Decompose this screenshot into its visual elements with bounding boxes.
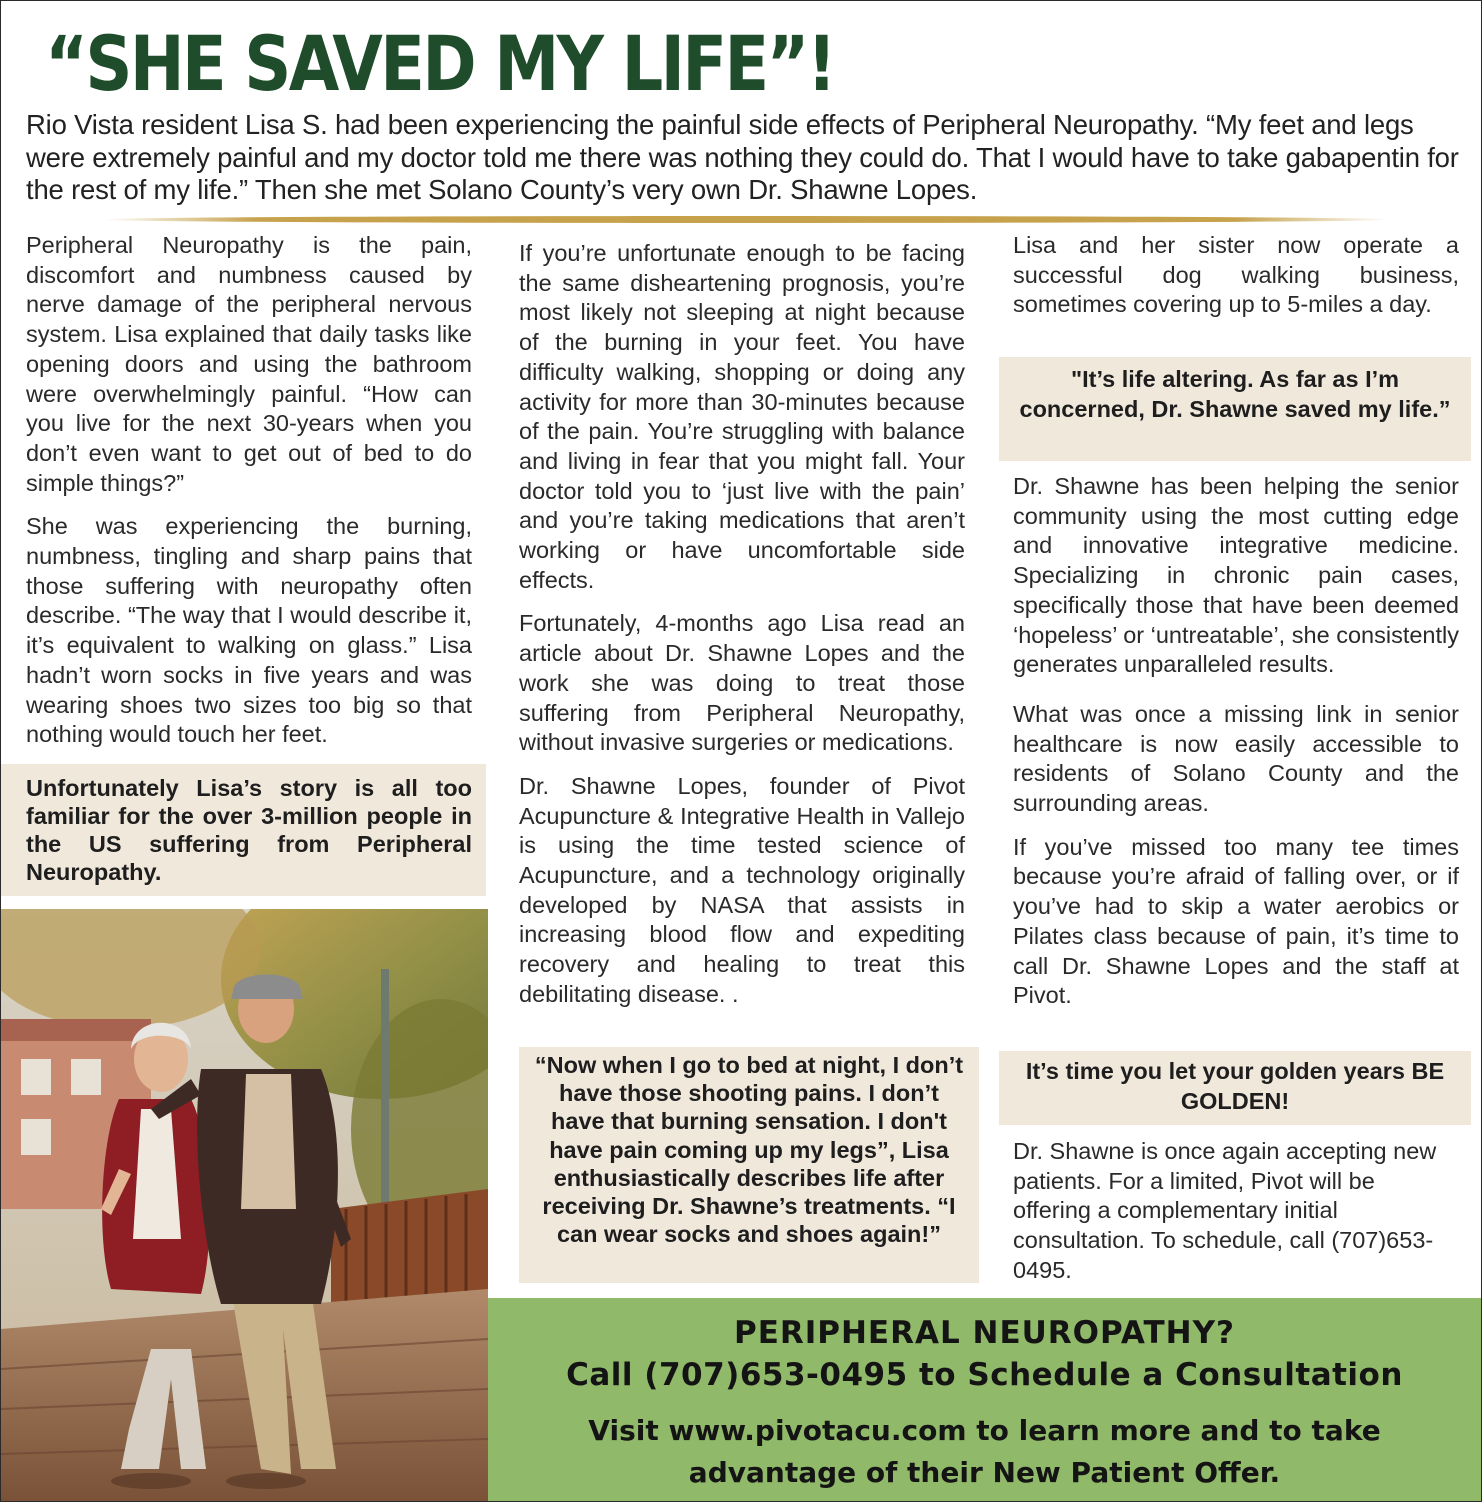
- column-3-bottom: [1013, 1137, 1459, 1300]
- intro-paragraph: Rio Vista resident Lisa S. had been experiencing the painful side effects of Peripheral Neuropathy. “My feet and legs were extremely painful and my doctor told me there was nothing they could do. That I would have to take gabapentin for the rest of my life.” Then she met Solano County’s very own Dr. Shawne Lopes.: [26, 109, 1459, 205]
- col3-paragraph-5: Dr. Shawne is once again accepting new patients. For a limited, Pivot will be offering a complementary initial consultation. To schedule, call (707)653-0495.: [1013, 1138, 1437, 1283]
- cta-website-line[interactable]: Visit www.pivotacu.com to learn more and to take: [588, 1414, 1381, 1447]
- col2-paragraph-1: If you’re unfortunate enough to be facing the same disheartening prognosis, you’re most likely not sleeping at night because of the burning in your feet. You have difficulty walking, shopping or doing any activity for more than 30-minutes because of the pain. You’re struggling with balance and living in fear that you might fall. Your doctor told you to ‘just live with the pain’ and you’re taking medications that aren’t working or have uncomfortable side effects.: [519, 240, 965, 593]
- col3-paragraph-4: If you’ve missed too many tee times because you’re afraid of falling over, or if you’ve had to skip a water aerobics or Pilates class because of pain, it’s time to call Dr. Shawne Lopes and the staff at Pivot.: [1013, 833, 1459, 1009]
- testimonial-quote-box: [519, 1047, 979, 1283]
- highlight-box: [1, 764, 486, 896]
- column-1: [26, 231, 472, 764]
- cta-phone-line[interactable]: Call (707)653-0495 to Schedule a Consultation: [566, 1357, 1403, 1393]
- highlight-text: Unfortunately Lisa’s story is all too familiar for the over 3-million people in the US suffering from Peripheral Neuropathy.: [26, 775, 472, 885]
- col3-paragraph-3: What was once a missing link in senior healthcare is now easily accessible to residents of Solano County and the surrounding areas.: [1013, 700, 1459, 817]
- life-altering-quote: "It’s life altering. As far as I’m concerned, Dr. Shawne saved my life.”: [1019, 366, 1451, 422]
- cta-headline: PERIPHERAL NEUROPATHY?: [733, 1315, 1236, 1351]
- life-altering-quote-box: [999, 357, 1471, 461]
- testimonial-quote: “Now when I go to bed at night, I don’t have those shooting pains. I don’t have that burning sensation. I don't have pain coming up my legs”, Lisa enthusiastically describes life after receiving Dr. Shawne’s treatments. “I can wear socks and shoes again!”: [534, 1052, 964, 1248]
- headline: “SHE SAVED MY LIFE”!: [45, 19, 835, 108]
- column-2: [519, 239, 965, 1024]
- col3-paragraph-2: Dr. Shawne has been helping the senior community using the most cutting edge and innovative integrative medicine. Specializing in chronic pain cases, specifically those that have been deemed ‘hopeless’ or ‘untreatable’, she consistently generates unparalleled results.: [1013, 473, 1459, 678]
- col1-paragraph-2: She was experiencing the burning, numbness, tingling and sharp pains that those suffering with neuropathy often describe. “The way that I would describe it, it’s equivalent to walking on glass.” Lisa hadn’t worn socks in five years and was wearing shoes two sizes too big so that nothing would touch her feet.: [26, 513, 472, 748]
- golden-years-box: [999, 1051, 1471, 1125]
- col2-paragraph-3: Dr. Shawne Lopes, founder of Pivot Acupuncture & Integrative Health in Vallejo is using the time tested science of Acupuncture, and a technology originally developed by NASA that assists in increasing blood flow and expediting recovery and healing to treat this debilitating disease. .: [519, 772, 965, 1007]
- column-3: [1013, 231, 1459, 334]
- col2-paragraph-2: Fortunately, 4-months ago Lisa read an article about Dr. Shawne Lopes and the work she was doing to treat those suffering from Peripheral Neuropathy, without invasive surgeries or medications.: [519, 610, 965, 756]
- col3-paragraph-1: Lisa and her sister now operate a successful dog walking business, sometimes covering up to 5-miles a day.: [1013, 232, 1459, 318]
- senior-couple-photo: [1, 909, 488, 1501]
- golden-years-text: It’s time you let your golden years BE GOLDEN!: [1025, 1058, 1445, 1114]
- call-to-action-banner: [488, 1298, 1481, 1501]
- photo-illustration: [1, 909, 488, 1501]
- col1-paragraph-1: Peripheral Neuropathy is the pain, discomfort and numbness caused by nerve damage of the peripheral nervous system. Lisa explained that daily tasks like opening doors and using the bathroom were overwhelmingly painful. “How can you live for the next 30-years when you don’t even want to get out of bed to do simple things?”: [26, 232, 472, 496]
- gold-divider: [101, 216, 1391, 223]
- column-3-middle: [1013, 472, 1459, 1025]
- cta-offer-line: advantage of their New Patient Offer.: [688, 1456, 1281, 1489]
